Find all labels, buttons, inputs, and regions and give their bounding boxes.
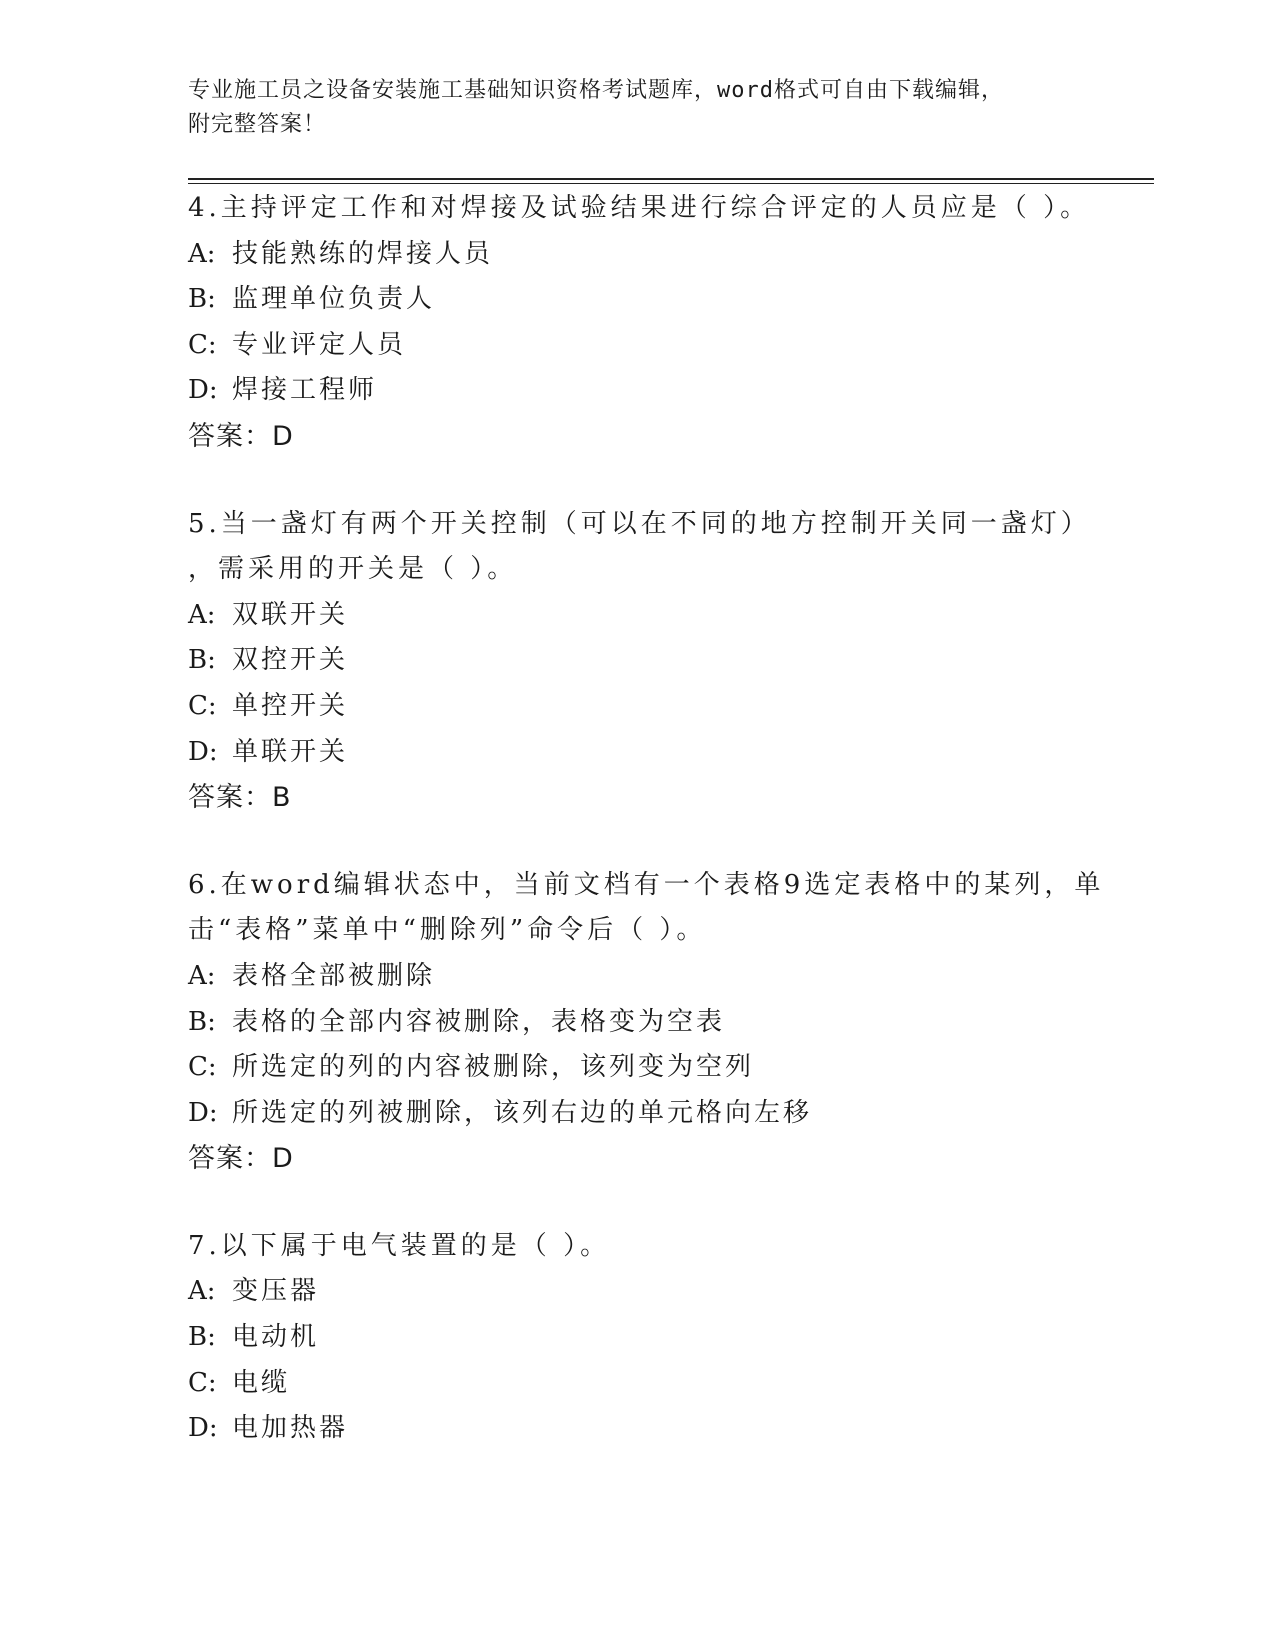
option-item bbox=[188, 1406, 1154, 1452]
option-letter: C: bbox=[188, 1052, 217, 1083]
option-letter: C: bbox=[188, 329, 217, 360]
option-letter: D: bbox=[188, 375, 218, 406]
option-letter: A: bbox=[188, 599, 216, 630]
header-divider-thick bbox=[188, 178, 1154, 180]
question-stem-line: 击“表格”菜单中“删除列”命令后（ ）。 bbox=[188, 915, 707, 946]
option-letter: D: bbox=[188, 736, 218, 767]
option-letter: B: bbox=[188, 645, 216, 676]
option-item bbox=[188, 954, 1154, 1000]
header-line-2: 附完整答案！ bbox=[188, 112, 327, 137]
answer-line: 答案：D bbox=[188, 1143, 294, 1175]
option-text: 变压器 bbox=[232, 1276, 320, 1307]
option-item bbox=[188, 323, 1154, 369]
option-item bbox=[188, 730, 1154, 776]
option-text: 监理单位负责人 bbox=[232, 284, 436, 315]
question-stem-line: 5.当一盏灯有两个开关控制（可以在不同的地方控制开关同一盏灯） bbox=[188, 508, 1091, 539]
question-stem bbox=[188, 1224, 1154, 1270]
option-letter: A: bbox=[188, 1276, 216, 1307]
answer-line: 答案：B bbox=[188, 782, 292, 814]
option-letter: D: bbox=[188, 1097, 218, 1128]
question-block bbox=[188, 186, 1154, 460]
option-text: 所选定的列的内容被删除，该列变为空列 bbox=[232, 1052, 755, 1083]
question-stem bbox=[188, 186, 1154, 232]
question-stem-line: 4.主持评定工作和对焊接及试验结果进行综合评定的人员应是（ ）。 bbox=[188, 193, 1091, 223]
option-letter: A: bbox=[188, 238, 216, 269]
option-letter: B: bbox=[188, 1322, 216, 1353]
question-stem bbox=[188, 863, 1154, 954]
option-item bbox=[188, 638, 1154, 684]
option-text: 所选定的列被删除，该列右边的单元格向左移 bbox=[232, 1097, 813, 1128]
header-line-1: 专业施工员之设备安装施工基础知识资格考试题库，word格式可自由下载编辑， bbox=[188, 78, 1004, 103]
option-text: 电动机 bbox=[232, 1322, 320, 1353]
option-letter: D: bbox=[188, 1413, 218, 1444]
option-text: 电加热器 bbox=[232, 1413, 349, 1444]
option-letter: B: bbox=[188, 284, 216, 315]
option-text: 表格全部被删除 bbox=[232, 960, 436, 991]
option-text: 焊接工程师 bbox=[232, 375, 378, 406]
option-item bbox=[188, 1269, 1154, 1315]
option-item bbox=[188, 684, 1154, 730]
header-divider-thin bbox=[188, 183, 1154, 184]
option-item bbox=[188, 1091, 1154, 1137]
option-item bbox=[188, 277, 1154, 323]
question-list bbox=[188, 186, 1154, 1494]
option-letter: C: bbox=[188, 1367, 217, 1398]
option-text: 电缆 bbox=[232, 1367, 291, 1398]
option-text: 单控开关 bbox=[232, 690, 349, 721]
option-text: 技能熟练的焊接人员 bbox=[232, 238, 494, 269]
option-letter: C: bbox=[188, 690, 217, 721]
question-block bbox=[188, 502, 1154, 821]
option-letter: B: bbox=[188, 1006, 216, 1037]
question-stem-line: 6.在word编辑状态中，当前文档有一个表格9选定表格中的某列，单 bbox=[188, 869, 1105, 900]
option-text: 双控开关 bbox=[232, 645, 349, 676]
option-item bbox=[188, 232, 1154, 278]
question-stem bbox=[188, 502, 1154, 593]
document-header bbox=[188, 74, 1068, 142]
option-item bbox=[188, 1361, 1154, 1407]
option-item bbox=[188, 1000, 1154, 1046]
option-item bbox=[188, 1045, 1154, 1091]
question-stem-line: ，需采用的开关是（ ）。 bbox=[188, 554, 518, 585]
question-stem-line: 7.以下属于电气装置的是（ ）。 bbox=[188, 1230, 611, 1261]
option-letter: A: bbox=[188, 960, 216, 991]
question-block bbox=[188, 863, 1154, 1182]
answer-line: 答案：D bbox=[188, 420, 294, 452]
option-item bbox=[188, 368, 1154, 414]
option-item bbox=[188, 593, 1154, 639]
question-block bbox=[188, 1224, 1154, 1452]
option-item bbox=[188, 1315, 1154, 1361]
option-text: 单联开关 bbox=[232, 736, 349, 767]
option-text: 表格的全部内容被删除，表格变为空表 bbox=[232, 1006, 726, 1037]
option-text: 专业评定人员 bbox=[232, 329, 407, 360]
option-text: 双联开关 bbox=[232, 599, 349, 630]
